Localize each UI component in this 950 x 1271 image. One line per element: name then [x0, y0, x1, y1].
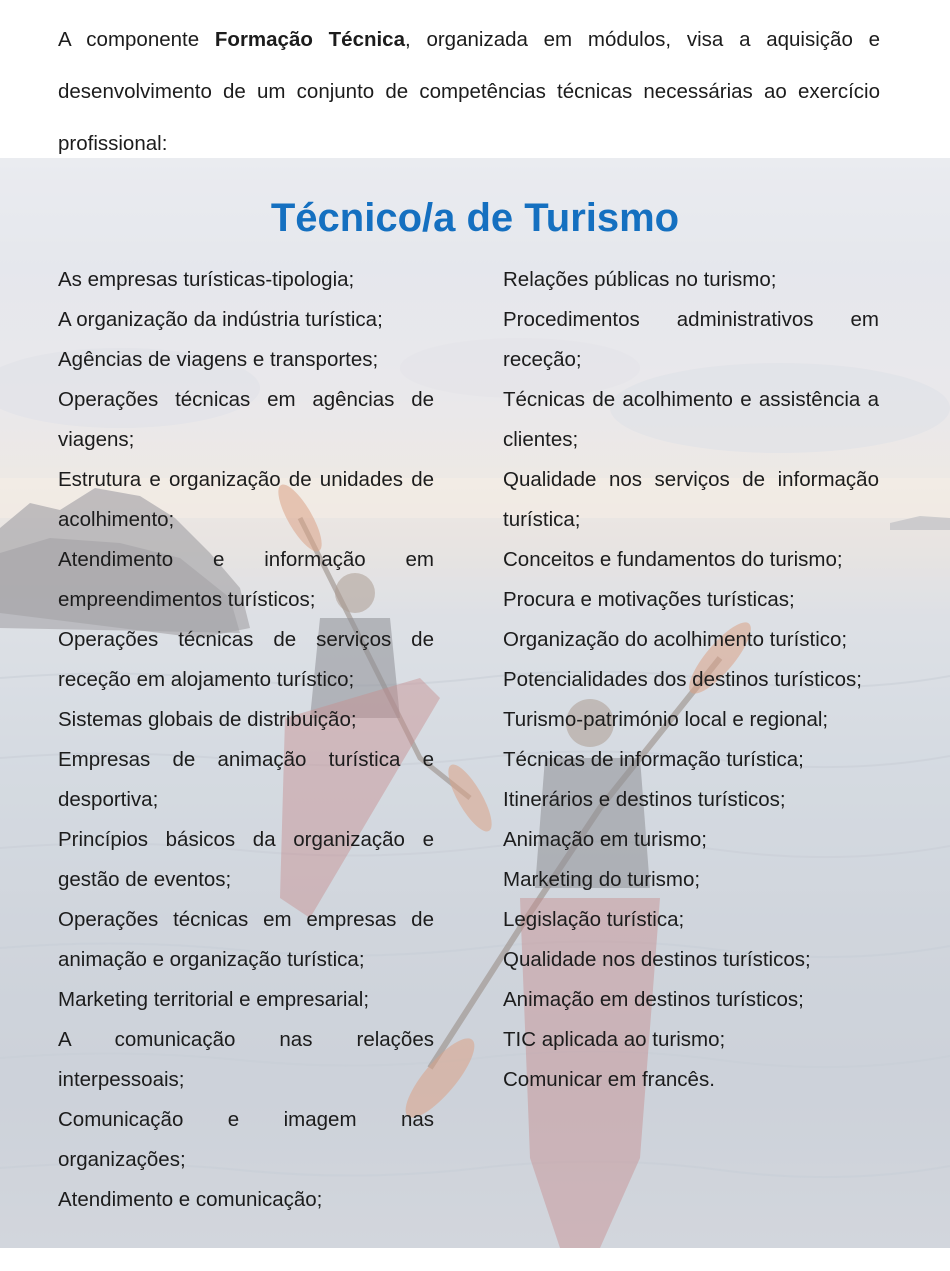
module-item: Conceitos e fundamentos do turismo;	[503, 548, 843, 571]
module-item: Agências de viagens e transportes;	[58, 348, 379, 371]
intro-text-start: A componente	[58, 28, 215, 51]
module-item: Marketing do turismo;	[503, 868, 701, 891]
module-item: A comunicação nas relações interpessoais;	[58, 1028, 434, 1091]
module-item: Animação em destinos turísticos;	[503, 988, 804, 1011]
intro-bold-term: Formação Técnica	[214, 28, 405, 51]
module-item: Técnicas de informação turística;	[503, 748, 804, 771]
module-item: Qualidade nos serviços de informação turística;	[503, 468, 879, 531]
module-item: Turismo-património local e regional;	[503, 708, 829, 731]
modules-left-column	[58, 260, 434, 1220]
module-item: Procedimentos administrativos em receção;	[503, 308, 879, 371]
module-item: Operações técnicas em agências de viagens;	[58, 388, 434, 451]
module-item: TIC aplicada ao turismo;	[503, 1028, 726, 1051]
module-item: Princípios básicos da organização e gestão de eventos;	[58, 828, 434, 891]
module-item: Animação em turismo;	[503, 828, 707, 851]
module-item: Sistemas globais de distribuição;	[58, 708, 357, 731]
module-item: A organização da indústria turística;	[58, 308, 383, 331]
modules-right-column	[503, 260, 879, 1100]
module-item: Empresas de animação turística e desportiva;	[58, 748, 434, 811]
module-item: Potencialidades dos destinos turísticos;	[503, 668, 862, 691]
module-item: Atendimento e comunicação;	[58, 1188, 323, 1211]
module-item: Procura e motivações turísticas;	[503, 588, 795, 611]
module-item: Legislação turística;	[503, 908, 685, 931]
module-item: Operações técnicas em empresas de animação e organização turística;	[58, 908, 434, 971]
module-item: Estrutura e organização de unidades de acolhimento;	[58, 468, 434, 531]
module-item: Operações técnicas de serviços de receção em alojamento turístico;	[58, 628, 434, 691]
course-title: Técnico/a de Turismo	[270, 196, 680, 240]
module-item: Itinerários e destinos turísticos;	[503, 788, 786, 811]
module-item: Técnicas de acolhimento e assistência a clientes;	[503, 388, 879, 451]
module-item: Atendimento e informação em empreendimentos turísticos;	[58, 548, 434, 611]
module-item: Organização do acolhimento turístico;	[503, 628, 848, 651]
module-item: Comunicação e imagem nas organizações;	[58, 1108, 434, 1171]
module-item: Qualidade nos destinos turísticos;	[503, 948, 811, 971]
module-item: Relações públicas no turismo;	[503, 268, 777, 291]
intro-text-end: , organizada em módulos, visa a aquisição e desenvolvimento de um conjunto de competências técnicas necessárias ao exercício profissional:	[58, 28, 881, 155]
module-item: As empresas turísticas-tipologia;	[58, 268, 355, 291]
module-item: Marketing territorial e empresarial;	[58, 988, 370, 1011]
intro-paragraph	[58, 14, 880, 170]
module-item: Comunicar em francês.	[503, 1068, 715, 1091]
